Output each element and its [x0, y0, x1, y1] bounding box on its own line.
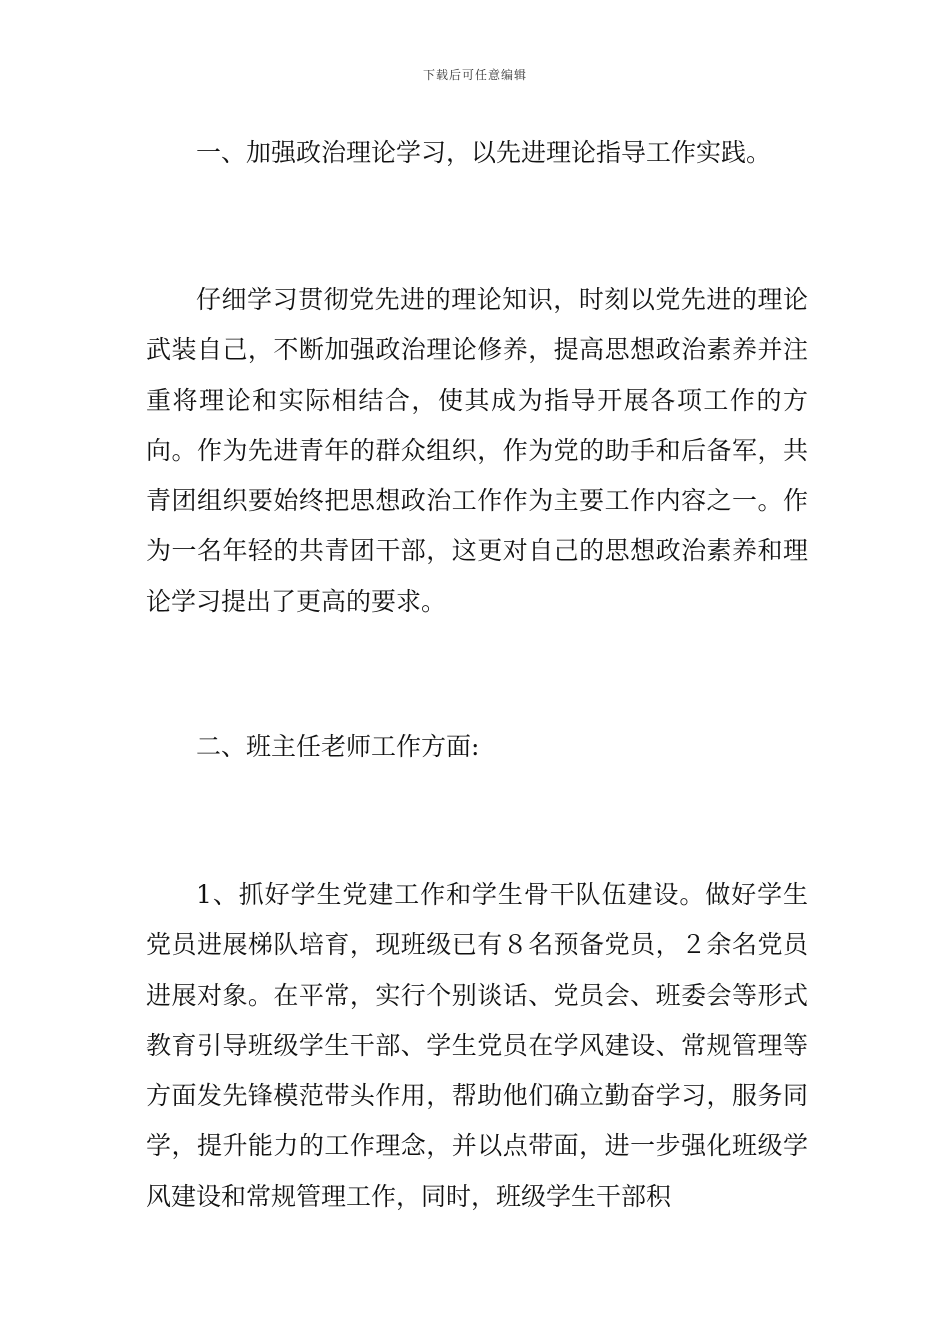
section-heading-1: 一、加强政治理论学习，以先进理论指导工作实践。: [196, 138, 772, 167]
section-paragraph-1: 仔细学习贯彻党先进的理论知识，时刻以党先进的理论武装自己，不断加强政治理论修养，提高思想政治素养并注重将理论和实际相结合，使其成为指导开展各项工作的方向。作为先进青年的群众组织，作为党的助手和后备军，共青团组织要始终把思想政治工作作为主要工作内容之一。作为一名年轻的共青团干部，这更对自己的思想政治素养和理论学习提出了更高的要求。: [146, 285, 808, 616]
page-header-note: 下载后可任意编辑: [422, 68, 527, 82]
section-heading-2: 二、班主任老师工作方面:: [196, 732, 480, 761]
section-paragraph-2: 1、抓好学生党建工作和学生骨干队伍建设。做好学生党员进展梯队培育，现班级已有８名预备党员，２余名党员进展对象。在平常，实行个别谈话、党员会、班委会等形式教育引导班级学生干部、学生党员在学风建设、常规管理等方面发先锋模范带头作用，帮助他们确立勤奋学习，服务同学，提升能力的工作理念，并以点带面，进一步强化班级学风建设和常规管理工作，同时，班级学生干部积: [146, 880, 808, 1211]
